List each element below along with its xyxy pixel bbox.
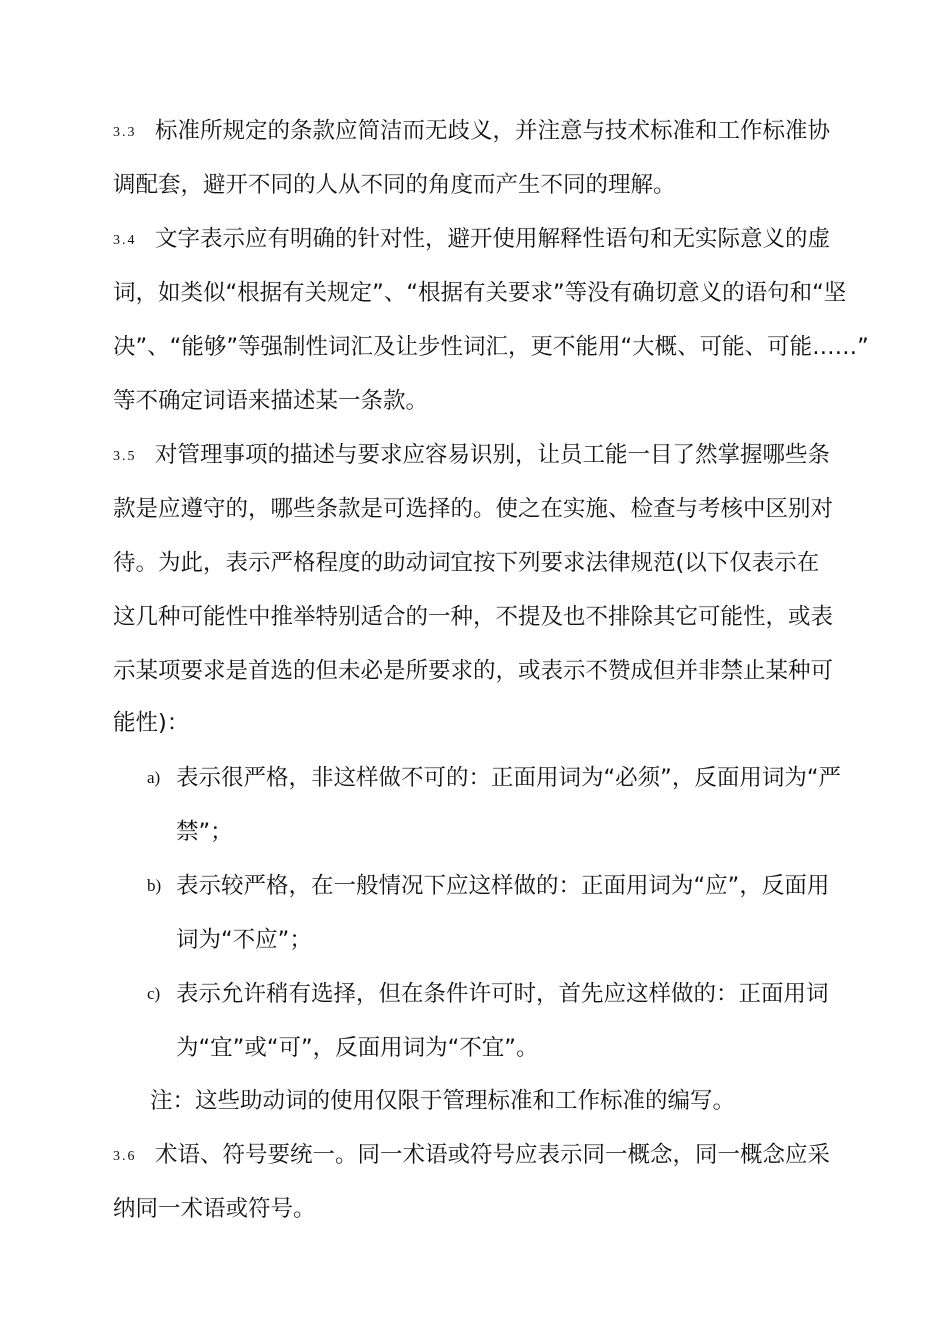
section-3-4-line-4: 等不确定词语来描述某一条款。: [113, 388, 429, 414]
section-text: 术语、符号要统一。同一术语或符号应表示同一概念，同一概念应采: [155, 1142, 831, 1168]
section-3-5-line-4: 这几种可能性中推举特别适合的一种，不提及也不排除其它可能性，或表: [113, 604, 834, 630]
list-marker-a: a): [147, 768, 161, 787]
section-text: 标准所规定的条款应简洁而无歧义，并注意与技术标准和工作标准协: [155, 118, 831, 144]
section-text: 对管理事项的描述与要求应容易识别，让员工能一目了然掌握哪些条: [155, 442, 831, 468]
section-3-6-line-1: [113, 1140, 830, 1172]
section-3-5-line-2: 款是应遵守的，哪些条款是可选择的。使之在实施、检查与考核中区别对: [113, 496, 834, 522]
section-3-5-line-5: 示某项要求是首选的但未必是所要求的，或表示不赞成但并非禁止某种可: [113, 658, 834, 684]
list-item-a-line-1: 表示很严格，非这样做不可的：正面用词为“必须”，反面用词为“严: [176, 765, 841, 791]
section-3-5-line-1: [113, 440, 830, 472]
list-marker-c: c): [147, 984, 161, 1003]
section-3-5-line-3: 待。为此，表示严格程度的助动词宜按下列要求法律规范(以下仅表示在: [113, 550, 820, 576]
note-text: 注：这些助动词的使用仅限于管理标准和工作标准的编写。: [150, 1088, 736, 1114]
section-text: 文字表示应有明确的针对性，避开使用解释性语句和无实际意义的虚: [155, 226, 831, 252]
list-item-c-line-1: 表示允许稍有选择，但在条件许可时，首先应这样做的：正面用词: [176, 981, 829, 1007]
section-3-5-line-6: 能性)：: [113, 710, 190, 736]
section-number: 3.3: [113, 125, 137, 140]
list-item-b-line-2: 词为“不应”；: [176, 927, 312, 953]
list-item-c-line-2: 为“宜”或“可”，反面用词为“不宜”。: [176, 1035, 539, 1061]
section-3-3-line-1: [113, 116, 830, 148]
section-3-4-line-3: 决”、“能够”等强制性词汇及让步性词汇，更不能用“大概、可能、可能……”: [113, 334, 869, 360]
section-number: 3.6: [113, 1149, 137, 1164]
section-number: 3.5: [113, 449, 137, 464]
section-3-4-line-2: 词，如类似“根据有关规定”、“根据有关要求”等没有确切意义的语句和“坚: [113, 280, 847, 306]
list-item-b-line-1: 表示较严格，在一般情况下应这样做的：正面用词为“应”，反面用: [176, 873, 830, 899]
section-number: 3.4: [113, 233, 137, 248]
list-marker-b: b): [147, 876, 162, 895]
section-3-3-line-2: 调配套，避开不同的人从不同的角度而产生不同的理解。: [113, 172, 676, 198]
section-3-4-line-1: [113, 224, 830, 256]
list-item-a-line-2: 禁”；: [176, 819, 233, 845]
section-3-6-line-2: 纳同一术语或符号。: [113, 1196, 316, 1222]
